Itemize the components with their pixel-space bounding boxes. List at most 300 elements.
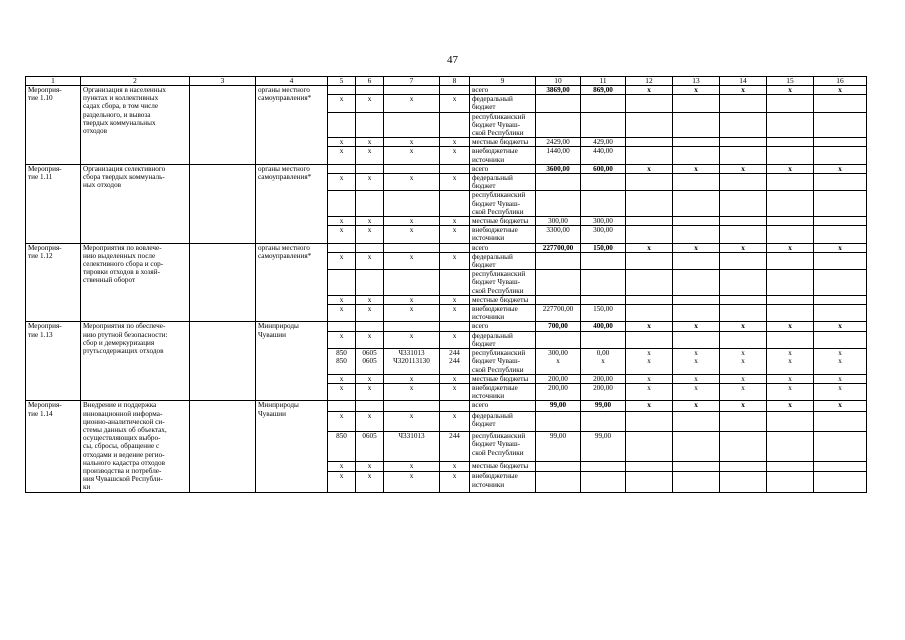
responsible-executor: органы местного самоуправления* xyxy=(256,86,328,165)
co-executor-cell xyxy=(190,322,256,401)
section-code xyxy=(356,112,384,138)
measure-number: Мероприя- тие 1.14 xyxy=(26,401,81,492)
amount-col15 xyxy=(767,174,814,191)
grbs-code xyxy=(328,191,356,217)
amount-col14 xyxy=(720,295,767,304)
grbs-code: 850 xyxy=(328,432,356,462)
table-row xyxy=(26,243,867,252)
expense-type-group xyxy=(440,243,470,252)
funding-source: республиканский бюджет Чуваш- ской Республики xyxy=(470,432,536,462)
amount-col13 xyxy=(673,252,720,269)
expense-type-group: x xyxy=(440,174,470,191)
amount-col11: 99,00 xyxy=(581,432,626,462)
amount-col15: x xyxy=(767,374,814,383)
column-number: 13 xyxy=(673,77,720,86)
funding-source: внебюджетные источники xyxy=(470,305,536,322)
amount-col12: x xyxy=(626,374,673,383)
amount-col14: x xyxy=(720,86,767,95)
amount-col15: x x xyxy=(767,349,814,375)
amount-col10: 2429,00 xyxy=(536,138,581,147)
amount-col10: 3300,00 xyxy=(536,226,581,243)
funding-source: всего xyxy=(470,243,536,252)
amount-col16: x xyxy=(814,243,867,252)
amount-col10: 200,00 xyxy=(536,383,581,400)
amount-col15 xyxy=(767,95,814,112)
amount-col13 xyxy=(673,472,720,492)
column-number: 16 xyxy=(814,77,867,86)
target-article-code xyxy=(384,270,440,296)
expense-type-group xyxy=(440,401,470,412)
amount-col12 xyxy=(626,191,673,217)
responsible-executor: Минприроды Чувашии xyxy=(256,322,328,401)
amount-col12 xyxy=(626,305,673,322)
funding-source: внебюджетные источники xyxy=(470,226,536,243)
amount-col12 xyxy=(626,112,673,138)
amount-col14: x xyxy=(720,322,767,331)
amount-col14 xyxy=(720,191,767,217)
amount-col13: x xyxy=(673,374,720,383)
amount-col15 xyxy=(767,112,814,138)
expense-type-group: x xyxy=(440,147,470,164)
amount-col11: 429,00 xyxy=(581,138,626,147)
grbs-code xyxy=(328,112,356,138)
amount-col11: 200,00 xyxy=(581,374,626,383)
responsible-executor: органы местного самоуправления* xyxy=(256,164,328,243)
measure-description: Мероприятия по вовлече- нию выделенных после селективного сбора и сор- тировки отходов в хозяй- ственный оборот xyxy=(81,243,190,322)
target-article-code: x xyxy=(384,226,440,243)
co-executor-cell xyxy=(190,86,256,165)
amount-col13 xyxy=(673,138,720,147)
amount-col11 xyxy=(581,252,626,269)
amount-col11 xyxy=(581,112,626,138)
funding-source: федеральный бюджет xyxy=(470,174,536,191)
program-activities-table xyxy=(25,76,867,493)
measure-description: Организация селективного сбора твердых коммуналь- ных отходов xyxy=(81,164,190,243)
amount-col13 xyxy=(673,226,720,243)
expense-type-group xyxy=(440,86,470,95)
expense-type-group: x xyxy=(440,295,470,304)
target-article-code: x xyxy=(384,174,440,191)
section-code: x xyxy=(356,252,384,269)
amount-col12: x x xyxy=(626,349,673,375)
amount-col12: x xyxy=(626,322,673,331)
expense-type-group: x xyxy=(440,138,470,147)
amount-col11: 99,00 xyxy=(581,401,626,412)
amount-col12 xyxy=(626,147,673,164)
amount-col16 xyxy=(814,411,867,431)
column-number: 4 xyxy=(256,77,328,86)
amount-col12: x xyxy=(626,243,673,252)
amount-col13 xyxy=(673,112,720,138)
amount-col13 xyxy=(673,432,720,462)
amount-col12 xyxy=(626,331,673,348)
responsible-executor: органы местного самоуправления* xyxy=(256,243,328,322)
table-row xyxy=(26,164,867,173)
amount-col14 xyxy=(720,432,767,462)
amount-col14 xyxy=(720,461,767,472)
amount-col11 xyxy=(581,461,626,472)
amount-col16 xyxy=(814,252,867,269)
section-code: x xyxy=(356,461,384,472)
responsible-executor: Минприроды Чувашии xyxy=(256,401,328,492)
amount-col15 xyxy=(767,472,814,492)
amount-col12 xyxy=(626,270,673,296)
amount-col15 xyxy=(767,331,814,348)
expense-type-group: x xyxy=(440,226,470,243)
target-article-code xyxy=(384,401,440,412)
measure-number: Мероприя- тие 1.13 xyxy=(26,322,81,401)
expense-type-group xyxy=(440,112,470,138)
column-number: 15 xyxy=(767,77,814,86)
grbs-code: x xyxy=(328,226,356,243)
page-number: 47 xyxy=(447,54,458,66)
section-code xyxy=(356,401,384,412)
grbs-code: x xyxy=(328,295,356,304)
amount-col15 xyxy=(767,270,814,296)
target-article-code: x xyxy=(384,383,440,400)
amount-col11 xyxy=(581,295,626,304)
amount-col12 xyxy=(626,472,673,492)
section-code xyxy=(356,243,384,252)
grbs-code: x xyxy=(328,461,356,472)
funding-source: республиканский бюджет Чуваш- ской Республики xyxy=(470,191,536,217)
target-article-code: Ч331013 xyxy=(384,432,440,462)
section-code: x xyxy=(356,411,384,431)
amount-col11 xyxy=(581,174,626,191)
expense-type-group: x xyxy=(440,305,470,322)
amount-col13 xyxy=(673,95,720,112)
expense-type-group xyxy=(440,270,470,296)
target-article-code: x xyxy=(384,95,440,112)
column-number: 1 xyxy=(26,77,81,86)
amount-col10: 227700,00 xyxy=(536,243,581,252)
amount-col16 xyxy=(814,95,867,112)
amount-col10 xyxy=(536,331,581,348)
amount-col12 xyxy=(626,295,673,304)
target-article-code: x xyxy=(384,305,440,322)
grbs-code: x xyxy=(328,95,356,112)
grbs-code: x xyxy=(328,174,356,191)
amount-col15: x xyxy=(767,401,814,412)
amount-col14 xyxy=(720,331,767,348)
amount-col10 xyxy=(536,461,581,472)
amount-col10: 99,00 xyxy=(536,401,581,412)
expense-type-group: x xyxy=(440,217,470,226)
column-number: 3 xyxy=(190,77,256,86)
section-code xyxy=(356,164,384,173)
amount-col13: x xyxy=(673,164,720,173)
amount-col15: x xyxy=(767,243,814,252)
amount-col14: x xyxy=(720,383,767,400)
amount-col14 xyxy=(720,411,767,431)
amount-col15: x xyxy=(767,164,814,173)
amount-col13: x xyxy=(673,401,720,412)
amount-col16 xyxy=(814,226,867,243)
co-executor-cell xyxy=(190,401,256,492)
amount-col13 xyxy=(673,217,720,226)
amount-col13 xyxy=(673,331,720,348)
amount-col14 xyxy=(720,217,767,226)
grbs-code: x xyxy=(328,374,356,383)
amount-col16 xyxy=(814,432,867,462)
amount-col15 xyxy=(767,147,814,164)
amount-col11: 150,00 xyxy=(581,305,626,322)
funding-source: республиканский бюджет Чуваш- ской Республики xyxy=(470,112,536,138)
amount-col13 xyxy=(673,461,720,472)
amount-col14 xyxy=(720,95,767,112)
target-article-code: x xyxy=(384,331,440,348)
funding-source: местные бюджеты xyxy=(470,217,536,226)
measure-number: Мероприя- тие 1.12 xyxy=(26,243,81,322)
amount-col11 xyxy=(581,472,626,492)
expense-type-group: x xyxy=(440,461,470,472)
amount-col10 xyxy=(536,112,581,138)
target-article-code xyxy=(384,191,440,217)
amount-col14: x xyxy=(720,243,767,252)
amount-col16 xyxy=(814,295,867,304)
amount-col16: x xyxy=(814,401,867,412)
amount-col14: x xyxy=(720,164,767,173)
column-number: 9 xyxy=(470,77,536,86)
column-number: 8 xyxy=(440,77,470,86)
amount-col15 xyxy=(767,252,814,269)
amount-col10 xyxy=(536,270,581,296)
amount-col14: x x xyxy=(720,349,767,375)
amount-col12: x xyxy=(626,401,673,412)
amount-col15 xyxy=(767,138,814,147)
section-code: x xyxy=(356,174,384,191)
amount-col11: 869,00 xyxy=(581,86,626,95)
amount-col15: x xyxy=(767,322,814,331)
amount-col10: 200,00 xyxy=(536,374,581,383)
expense-type-group: x xyxy=(440,374,470,383)
amount-col16: x xyxy=(814,383,867,400)
amount-col15 xyxy=(767,226,814,243)
column-number: 5 xyxy=(328,77,356,86)
funding-source: всего xyxy=(470,164,536,173)
funding-source: всего xyxy=(470,322,536,331)
expense-type-group: x xyxy=(440,383,470,400)
amount-col13: x xyxy=(673,86,720,95)
amount-col11 xyxy=(581,270,626,296)
amount-col16 xyxy=(814,217,867,226)
column-number: 12 xyxy=(626,77,673,86)
amount-col16 xyxy=(814,305,867,322)
grbs-code: x xyxy=(328,147,356,164)
funding-source: федеральный бюджет xyxy=(470,331,536,348)
amount-col11: 600,00 xyxy=(581,164,626,173)
amount-col16: x xyxy=(814,374,867,383)
funding-source: всего xyxy=(470,401,536,412)
amount-col10: 1440,00 xyxy=(536,147,581,164)
measure-number: Мероприя- тие 1.11 xyxy=(26,164,81,243)
grbs-code: 850 850 xyxy=(328,349,356,375)
amount-col10: 99,00 xyxy=(536,432,581,462)
funding-source: внебюджетные источники xyxy=(470,383,536,400)
grbs-code xyxy=(328,322,356,331)
funding-source: внебюджетные источники xyxy=(470,147,536,164)
grbs-code xyxy=(328,86,356,95)
amount-col15 xyxy=(767,295,814,304)
section-code: x xyxy=(356,226,384,243)
grbs-code: x xyxy=(328,217,356,226)
table-row xyxy=(26,401,867,412)
amount-col13 xyxy=(673,411,720,431)
funding-source: внебюджетные источники xyxy=(470,472,536,492)
target-article-code: x xyxy=(384,252,440,269)
amount-col13 xyxy=(673,174,720,191)
expense-type-group xyxy=(440,164,470,173)
section-code: 0605 xyxy=(356,432,384,462)
amount-col16: x xyxy=(814,322,867,331)
target-article-code: x xyxy=(384,411,440,431)
amount-col16 xyxy=(814,112,867,138)
amount-col14 xyxy=(720,472,767,492)
section-code xyxy=(356,322,384,331)
amount-col15 xyxy=(767,305,814,322)
grbs-code xyxy=(328,401,356,412)
amount-col16: x xyxy=(814,164,867,173)
section-code: x xyxy=(356,217,384,226)
column-number: 2 xyxy=(81,77,190,86)
section-code xyxy=(356,86,384,95)
amount-col12 xyxy=(626,432,673,462)
section-code: x xyxy=(356,295,384,304)
measure-description: Организация в населенных пунктах и коллективных садах сбора, в том числе раздельного, и вывоза твердых коммунальных отходов xyxy=(81,86,190,165)
amount-col11: 440,00 xyxy=(581,147,626,164)
target-article-code: x xyxy=(384,295,440,304)
target-article-code: x xyxy=(384,461,440,472)
amount-col11: 400,00 xyxy=(581,322,626,331)
funding-source: местные бюджеты xyxy=(470,374,536,383)
expense-type-group: 244 xyxy=(440,432,470,462)
section-code: x xyxy=(356,95,384,112)
section-code: x xyxy=(356,138,384,147)
amount-col15 xyxy=(767,461,814,472)
amount-col10 xyxy=(536,252,581,269)
column-number-row xyxy=(26,77,867,86)
amount-col14: x xyxy=(720,374,767,383)
funding-source: местные бюджеты xyxy=(470,295,536,304)
grbs-code: x xyxy=(328,383,356,400)
amount-col14 xyxy=(720,252,767,269)
grbs-code: x xyxy=(328,252,356,269)
target-article-code: x xyxy=(384,138,440,147)
amount-col12 xyxy=(626,226,673,243)
funding-source: всего xyxy=(470,86,536,95)
target-article-code xyxy=(384,322,440,331)
grbs-code xyxy=(328,270,356,296)
section-code: x xyxy=(356,147,384,164)
amount-col15 xyxy=(767,411,814,431)
funding-source: федеральный бюджет xyxy=(470,95,536,112)
target-article-code: x xyxy=(384,217,440,226)
amount-col11: 200,00 xyxy=(581,383,626,400)
target-article-code: x xyxy=(384,472,440,492)
amount-col15 xyxy=(767,217,814,226)
section-code: x xyxy=(356,383,384,400)
amount-col13: x xyxy=(673,322,720,331)
amount-col16 xyxy=(814,270,867,296)
measure-description: Мероприятия по обеспече- нию ртутной безопасности: сбор и демеркуризация ртутьсодержащих отходов xyxy=(81,322,190,401)
column-number: 7 xyxy=(384,77,440,86)
expense-type-group xyxy=(440,191,470,217)
grbs-code: x xyxy=(328,331,356,348)
amount-col11 xyxy=(581,191,626,217)
section-code xyxy=(356,191,384,217)
amount-col12 xyxy=(626,411,673,431)
amount-col14 xyxy=(720,226,767,243)
amount-col11: 300,00 xyxy=(581,226,626,243)
target-article-code xyxy=(384,164,440,173)
amount-col14: x xyxy=(720,401,767,412)
expense-type-group: x xyxy=(440,95,470,112)
table-row xyxy=(26,86,867,95)
amount-col14 xyxy=(720,270,767,296)
grbs-code: x xyxy=(328,305,356,322)
amount-col15 xyxy=(767,191,814,217)
section-code: x xyxy=(356,472,384,492)
amount-col13: x xyxy=(673,383,720,400)
amount-col12: x xyxy=(626,86,673,95)
amount-col12 xyxy=(626,217,673,226)
expense-type-group: 244 244 xyxy=(440,349,470,375)
funding-source: местные бюджеты xyxy=(470,138,536,147)
target-article-code: x xyxy=(384,147,440,164)
expense-type-group: x xyxy=(440,411,470,431)
amount-col12 xyxy=(626,174,673,191)
amount-col15: x xyxy=(767,86,814,95)
funding-source: федеральный бюджет xyxy=(470,411,536,431)
funding-source: федеральный бюджет xyxy=(470,252,536,269)
section-code: x xyxy=(356,331,384,348)
column-number: 10 xyxy=(536,77,581,86)
funding-source: республиканский бюджет Чуваш- ской Республики xyxy=(470,349,536,375)
amount-col16 xyxy=(814,174,867,191)
amount-col14 xyxy=(720,305,767,322)
table-body xyxy=(26,77,867,493)
amount-col13: x x xyxy=(673,349,720,375)
grbs-code: x xyxy=(328,138,356,147)
amount-col10 xyxy=(536,174,581,191)
amount-col10: 227700,00 xyxy=(536,305,581,322)
funding-source: республиканский бюджет Чуваш- ской Республики xyxy=(470,270,536,296)
target-article-code xyxy=(384,86,440,95)
amount-col12 xyxy=(626,461,673,472)
amount-col12 xyxy=(626,138,673,147)
grbs-code xyxy=(328,243,356,252)
amount-col12: x xyxy=(626,383,673,400)
amount-col11: 300,00 xyxy=(581,217,626,226)
amount-col16: x xyxy=(814,86,867,95)
section-code: 0605 0605 xyxy=(356,349,384,375)
amount-col14 xyxy=(720,112,767,138)
amount-col14 xyxy=(720,174,767,191)
amount-col13 xyxy=(673,305,720,322)
amount-col10 xyxy=(536,411,581,431)
grbs-code: x xyxy=(328,472,356,492)
amount-col16 xyxy=(814,461,867,472)
amount-col16 xyxy=(814,472,867,492)
amount-col16 xyxy=(814,138,867,147)
amount-col13: x xyxy=(673,243,720,252)
amount-col16 xyxy=(814,147,867,164)
grbs-code: x xyxy=(328,411,356,431)
section-code: x xyxy=(356,374,384,383)
amount-col14 xyxy=(720,147,767,164)
amount-col11: 0,00 x xyxy=(581,349,626,375)
co-executor-cell xyxy=(190,164,256,243)
